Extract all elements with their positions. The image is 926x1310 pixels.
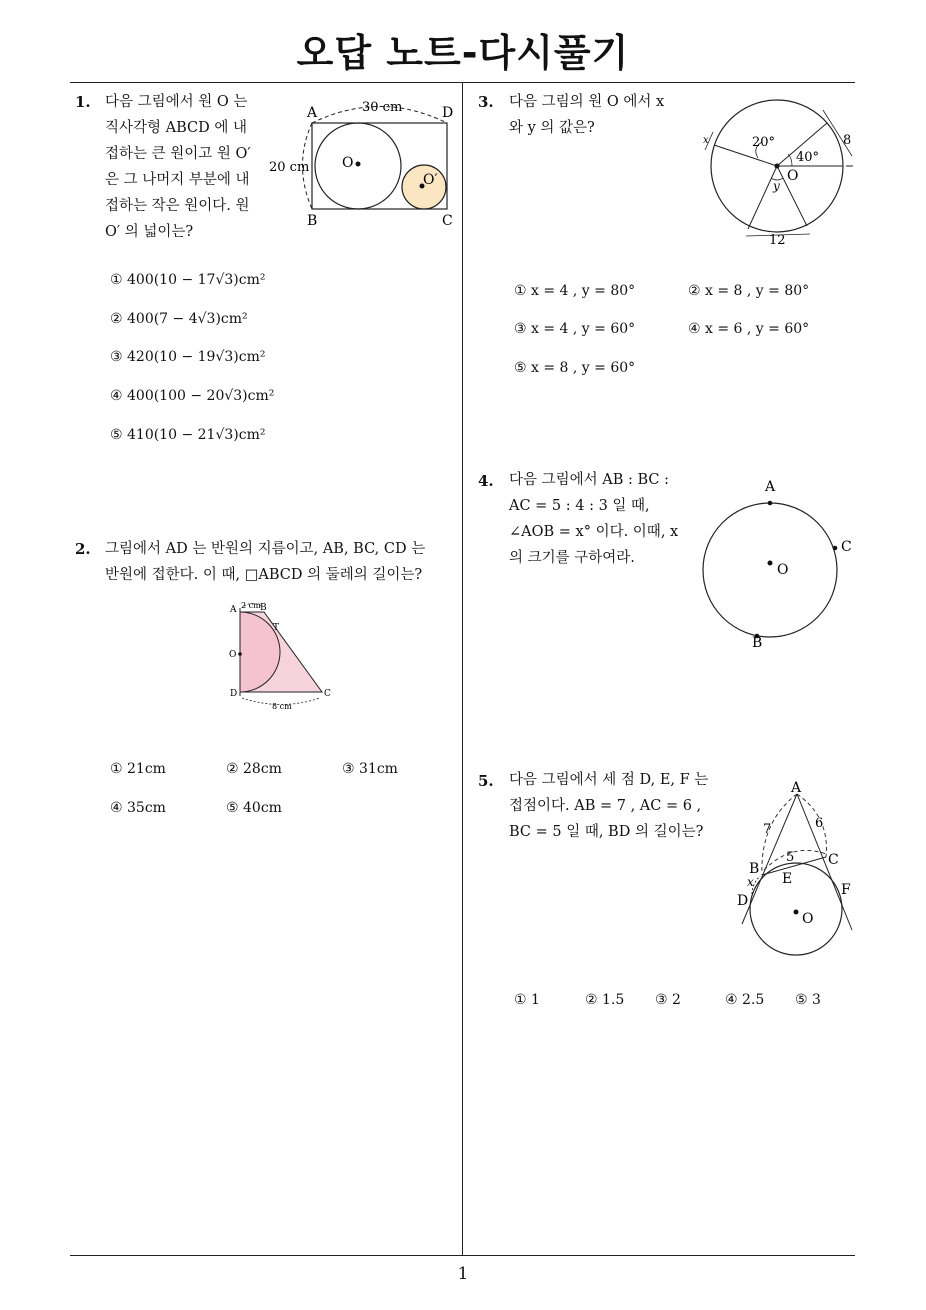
question-1-line: 직사각형 ABCD 에 내 [105, 120, 247, 136]
question-4-line: 의 크기를 구하여라. [509, 550, 635, 566]
question-3-figure [700, 92, 860, 252]
question-1-line: 은 그 나머지 부분에 내 [105, 172, 250, 188]
q4-label-A: A [765, 479, 776, 495]
q3-label-y: y [773, 179, 780, 193]
q5-label-E: E [782, 871, 793, 887]
question-3-line: 와 y 의 값은? [509, 120, 595, 136]
q5-label-B: B [749, 861, 760, 877]
q5-label-5: 5 [786, 850, 795, 865]
question-3-line: 다음 그림의 원 O 에서 x [509, 94, 665, 110]
question-5-choice-2[interactable]: ② 1.5 [585, 992, 625, 1008]
question-4-figure [695, 470, 865, 655]
q4-label-C: C [841, 539, 852, 555]
q2-label-B: B [260, 603, 267, 613]
question-1-line: O′ 의 넓이는? [105, 224, 194, 240]
q5-label-7: 7 [763, 822, 772, 837]
question-5-choice-3[interactable]: ③ 2 [655, 992, 681, 1008]
q3-label-40deg: 40° [796, 150, 820, 165]
question-3-choice-3[interactable]: ③ x = 4 , y = 60° [514, 321, 636, 337]
q2-label-D: D [230, 689, 238, 699]
q3-label-12: 12 [769, 233, 786, 248]
question-2-text [105, 536, 460, 588]
question-1-line: 접하는 큰 원이고 원 O′ [105, 146, 251, 162]
question-1-choice-1[interactable]: ① 400(10 − 17√3)cm² [110, 272, 266, 288]
column-divider [462, 83, 463, 1256]
q5-label-F: F [841, 882, 851, 898]
question-1-choice-5[interactable]: ⑤ 410(10 − 21√3)cm² [110, 427, 266, 443]
q1-label-O-prime: O′ [423, 172, 438, 188]
question-5-line: 접점이다. AB = 7 , AC = 6 , [509, 798, 702, 814]
q5-label-C: C [828, 852, 839, 868]
q1-label-D: D [442, 105, 454, 121]
question-4-text [509, 467, 691, 571]
question-1-number: 1. [75, 93, 91, 111]
question-5-text [509, 767, 724, 845]
q5-label-x: x [747, 875, 754, 889]
question-2-choice-5[interactable]: ⑤ 40cm [226, 800, 282, 816]
question-2-choice-2[interactable]: ② 28cm [226, 761, 282, 777]
question-2-choice-3[interactable]: ③ 31cm [342, 761, 398, 777]
q3-label-8: 8 [843, 133, 852, 148]
question-1-choice-2[interactable]: ② 400(7 − 4√3)cm² [110, 311, 248, 327]
question-5-figure [730, 772, 865, 962]
question-1-line: 다음 그림에서 원 O 는 [105, 94, 248, 110]
question-3-number: 3. [478, 93, 494, 111]
question-1-choice-3[interactable]: ③ 420(10 − 19√3)cm² [110, 349, 266, 365]
q1-label-left-length: 20 cm [269, 160, 310, 175]
q2-label-O: O [229, 650, 237, 660]
q5-label-6: 6 [815, 816, 824, 831]
question-1-text [105, 89, 265, 245]
question-5-choice-1[interactable]: ① 1 [514, 992, 540, 1008]
q1-label-A: A [307, 105, 318, 121]
question-5-line: BC = 5 일 때, BD 의 길이는? [509, 824, 704, 840]
question-2-line: 반원에 접한다. 이 때, □ABCD 의 둘레의 길이는? [105, 567, 423, 583]
question-4-number: 4. [478, 472, 494, 490]
q4-label-O: O [777, 562, 789, 578]
question-3-choice-5[interactable]: ⑤ x = 8 , y = 60° [514, 360, 636, 376]
question-3-text [509, 89, 689, 141]
q3-label-x: x [703, 135, 709, 146]
q2-label-C: C [324, 689, 331, 699]
question-5-line: 다음 그림에서 세 점 D, E, F 는 [509, 772, 709, 788]
question-2-line: 그림에서 AD 는 반원의 지름이고, AB, BC, CD 는 [105, 541, 426, 557]
page-number: 1 [457, 1264, 469, 1284]
question-1-line: 접하는 작은 원이다. 원 [105, 198, 250, 214]
q3-label-O: O [787, 168, 799, 184]
question-2-number: 2. [75, 540, 91, 558]
question-2-choice-1[interactable]: ① 21cm [110, 761, 166, 777]
question-5-choice-5[interactable]: ⑤ 3 [795, 992, 821, 1008]
question-4-line: AC = 5 : 4 : 3 일 때, [509, 498, 650, 514]
q2-label-T: T [273, 623, 280, 633]
q1-label-B: B [307, 213, 318, 229]
question-2-choice-4[interactable]: ④ 35cm [110, 800, 166, 816]
question-1-choice-4[interactable]: ④ 400(100 − 20√3)cm² [110, 388, 275, 404]
question-4-line: 다음 그림에서 AB : BC : [509, 472, 670, 488]
question-3-choice-1[interactable]: ① x = 4 , y = 80° [514, 283, 636, 299]
question-3-choice-4[interactable]: ④ x = 6 , y = 60° [688, 321, 810, 337]
question-4-line: ∠AOB = x° 이다. 이때, x [509, 524, 679, 540]
q5-label-A: A [791, 780, 802, 796]
question-3-choice-2[interactable]: ② x = 8 , y = 80° [688, 283, 810, 299]
q2-label-top-length: 2 cm [241, 601, 261, 610]
q1-label-O: O [342, 155, 354, 171]
q2-label-bottom-length: 8 cm [272, 702, 292, 711]
question-5-choice-4[interactable]: ④ 2.5 [725, 992, 765, 1008]
q1-label-C: C [442, 213, 453, 229]
footer-rule [70, 1255, 855, 1256]
page-title: 오답 노트-다시풀기 [296, 31, 630, 75]
q2-label-A: A [230, 605, 237, 615]
q3-label-20deg: 20° [752, 135, 776, 150]
question-1-figure [265, 95, 460, 235]
question-5-number: 5. [478, 772, 494, 790]
q1-label-top-length: 30 cm [362, 100, 403, 115]
question-2-figure [226, 598, 336, 713]
q4-label-B: B [752, 635, 763, 651]
q5-label-D: D [737, 893, 749, 909]
q5-label-O: O [802, 911, 814, 927]
